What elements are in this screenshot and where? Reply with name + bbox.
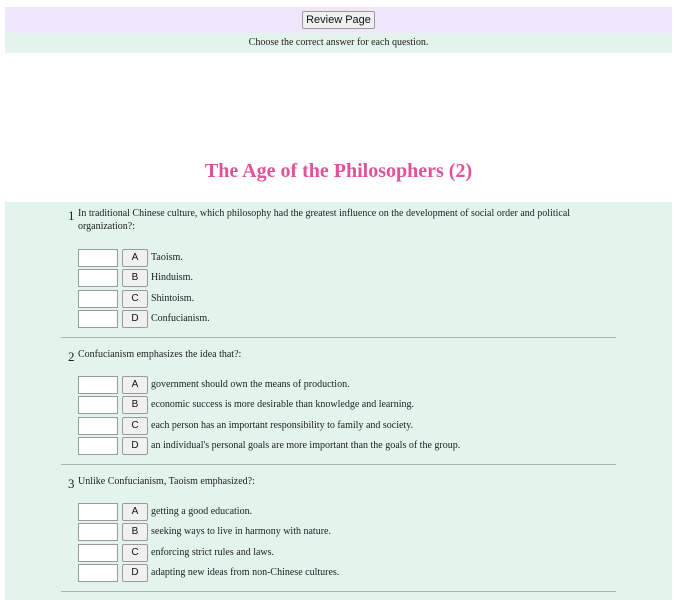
- option-text: getting a good education.: [151, 506, 253, 517]
- choice-b-button[interactable]: B: [122, 523, 148, 541]
- answer-input[interactable]: [78, 376, 118, 394]
- choice-d-button[interactable]: D: [122, 310, 148, 328]
- choice-b-button[interactable]: B: [122, 396, 148, 414]
- option-text: enforcing strict rules and laws.: [151, 547, 275, 558]
- option-text: an individual's personal goals are more important than the goals of the group.: [151, 440, 461, 451]
- answer-input[interactable]: [78, 249, 118, 267]
- answer-input[interactable]: [78, 417, 118, 435]
- choice-a-button[interactable]: A: [122, 376, 148, 394]
- answer-input[interactable]: [78, 310, 118, 328]
- page-title: The Age of the Philosophers (2): [204, 160, 473, 182]
- option-text: each person has an important responsibility to family and society.: [151, 420, 414, 431]
- choice-c-button[interactable]: C: [122, 544, 148, 562]
- answer-input[interactable]: [78, 437, 118, 455]
- answer-input[interactable]: [78, 290, 118, 308]
- option-text: government should own the means of production.: [151, 379, 350, 390]
- option-text: Hinduism.: [151, 272, 193, 283]
- choice-b-button[interactable]: B: [122, 269, 148, 287]
- answer-input[interactable]: [78, 544, 118, 562]
- option-text: economic success is more desirable than knowledge and learning.: [151, 399, 414, 410]
- choice-d-button[interactable]: D: [122, 437, 148, 455]
- question-number: 1: [68, 208, 75, 223]
- review-page-button[interactable]: Review Page: [302, 11, 375, 29]
- option-text: seeking ways to live in harmony with nature.: [151, 526, 331, 537]
- question-text: In traditional Chinese culture, which philosophy had the greatest influence on the development of social order and political organization?:: [78, 208, 571, 232]
- option-text: adapting new ideas from non-Chinese cultures.: [151, 567, 340, 578]
- option-text: Taoism.: [151, 252, 183, 263]
- question-text: Unlike Confucianism, Taoism emphasized?:: [78, 476, 255, 487]
- question-number: 3: [68, 476, 75, 491]
- answer-input[interactable]: [78, 503, 118, 521]
- choice-c-button[interactable]: C: [122, 290, 148, 308]
- choice-d-button[interactable]: D: [122, 564, 148, 582]
- divider: [61, 337, 616, 338]
- question-text: Confucianism emphasizes the idea that?:: [78, 349, 242, 360]
- option-text: Shintoism.: [151, 293, 195, 304]
- answer-input[interactable]: [78, 269, 118, 287]
- option-text: Confucianism.: [151, 313, 210, 324]
- question-number: 2: [68, 349, 75, 364]
- answer-input[interactable]: [78, 523, 118, 541]
- choice-a-button[interactable]: A: [122, 249, 148, 267]
- choice-a-button[interactable]: A: [122, 503, 148, 521]
- divider: [61, 591, 616, 592]
- instructions: Choose the correct answer for each question.: [5, 33, 672, 53]
- choice-c-button[interactable]: C: [122, 417, 148, 435]
- divider: [61, 464, 616, 465]
- quiz-area: [5, 202, 672, 600]
- answer-input[interactable]: [78, 396, 118, 414]
- answer-input[interactable]: [78, 564, 118, 582]
